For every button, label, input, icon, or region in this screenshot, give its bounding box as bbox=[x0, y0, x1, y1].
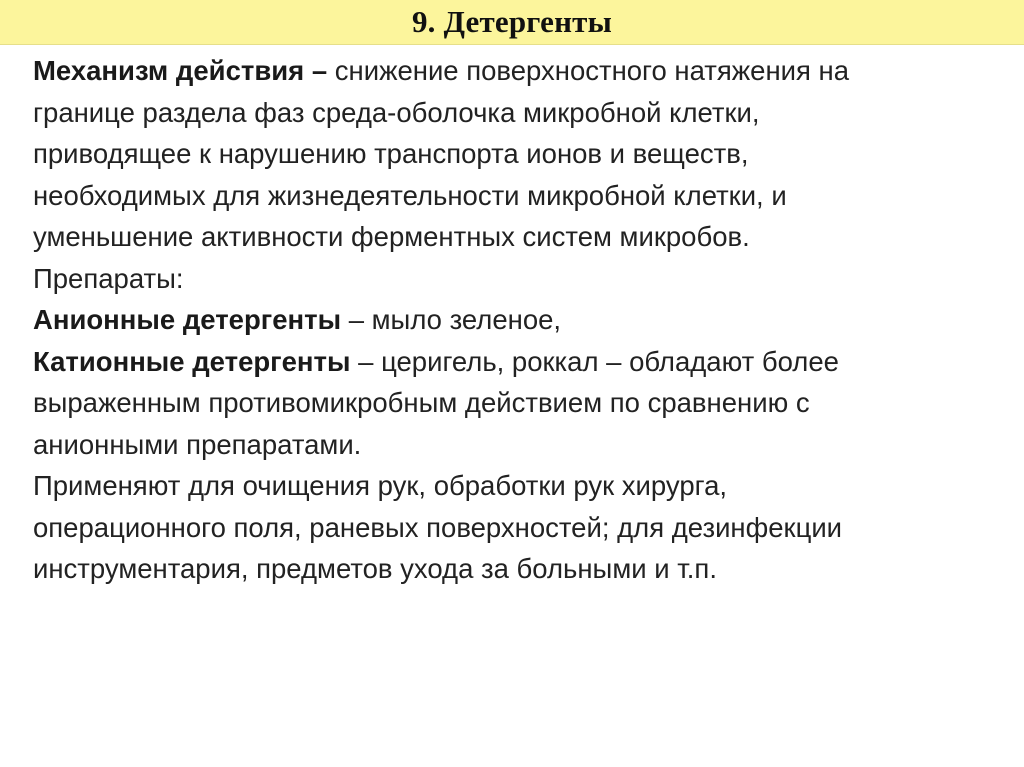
preparations-label: Препараты: bbox=[33, 262, 184, 294]
mechanism-line-1 bbox=[33, 50, 993, 92]
mechanism-text-1: снижение поверхностного натяжения на bbox=[327, 55, 850, 86]
cationic-text-1: – церигель, роккал – обладают более bbox=[350, 345, 839, 377]
slide-body bbox=[33, 50, 993, 590]
mechanism-line-3: приводящее к нарушению транспорта ионов и веществ, bbox=[33, 138, 749, 169]
mechanism-line-5: уменьшение активности ферментных систем микробов. bbox=[33, 221, 750, 252]
mechanism-line-4: необходимых для жизнедеятельности микробной клетки, и bbox=[33, 179, 787, 211]
mechanism-label: Механизм действия – bbox=[33, 55, 328, 86]
application-line-1: Применяют для очищения рук, обработки рук хирурга, bbox=[33, 470, 727, 501]
title-bar bbox=[0, 0, 1024, 45]
cationic-label: Катионные детергенты bbox=[33, 345, 351, 377]
cationic-line-2: выраженным противомикробным действием по сравнению с bbox=[33, 387, 810, 418]
cationic-line-1 bbox=[33, 341, 993, 383]
anionic-line bbox=[33, 299, 993, 341]
anionic-text: – мыло зеленое, bbox=[341, 304, 562, 335]
cationic-line-3: анионными препаратами. bbox=[33, 428, 362, 460]
application-line-2: операционного поля, раневых поверхностей; для дезинфекции bbox=[33, 511, 843, 543]
mechanism-line-2: границе раздела фаз среда-оболочка микробной клетки, bbox=[33, 96, 760, 128]
slide-title: 9. Детергенты bbox=[411, 4, 612, 39]
anionic-label: Анионные детергенты bbox=[33, 304, 342, 335]
application-line-3: инструментария, предметов ухода за больными и т.п. bbox=[33, 553, 717, 584]
